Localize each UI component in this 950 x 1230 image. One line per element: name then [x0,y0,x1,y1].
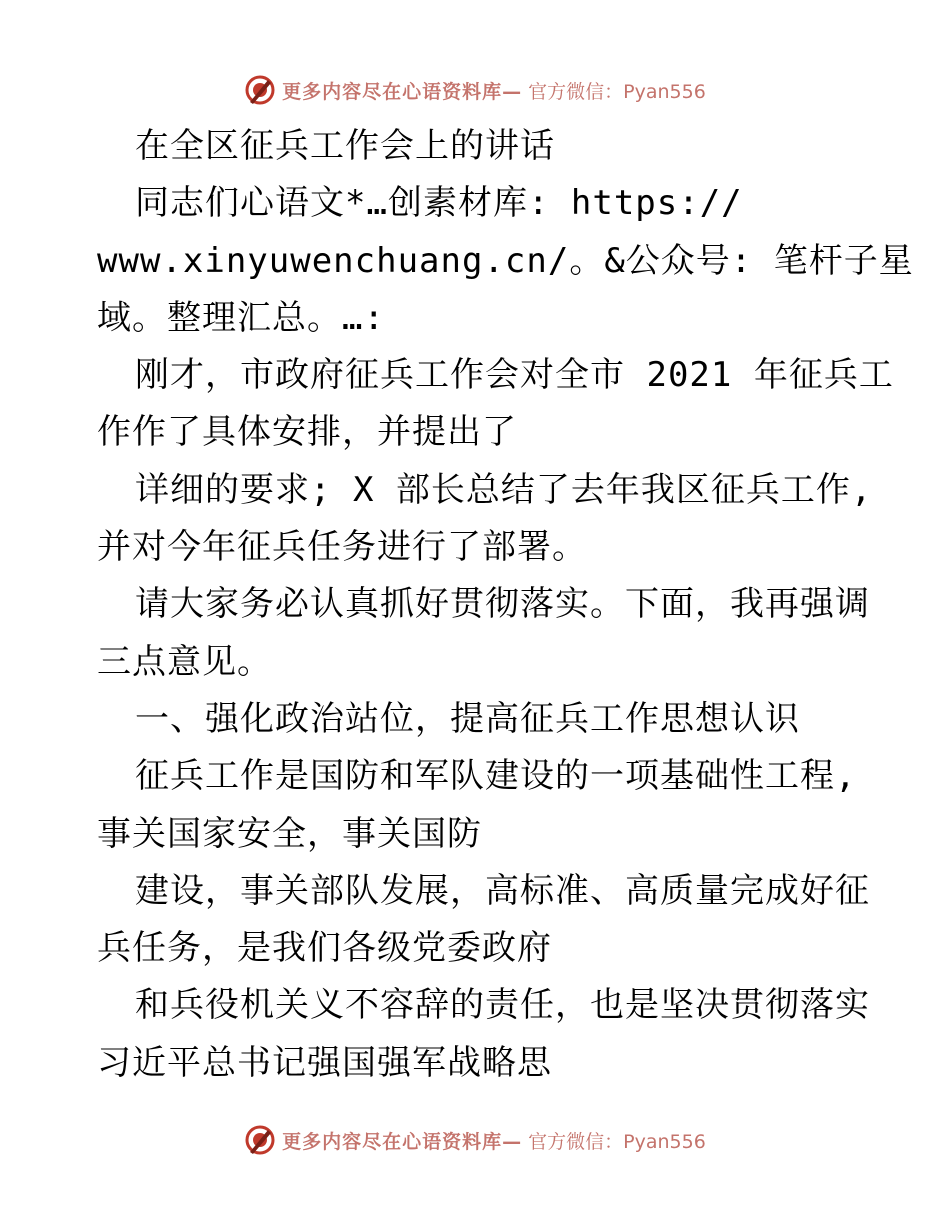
quill-seal-icon [244,1124,276,1156]
document-title: 在全区征兵工作会上的讲话 [135,126,555,166]
header-banner [0,70,950,110]
body-line: www.xinyuwenchuang.cn/。&公众号: 笔杆子星 [97,240,914,281]
body-line: 同志们心语文*…创素材库: https:// [135,183,743,224]
body-line: 详细的要求; X 部长总结了去年我区征兵工作, [135,469,873,510]
footer-banner-contact: 官方微信：Pyan556 [528,1130,706,1153]
body-line: 建设，事关部队发展，高标准、高质量完成好征 [135,870,870,911]
body-line: 习近平总书记强国强军战略思 [97,1042,552,1083]
quill-seal-icon [244,74,276,106]
body-line: 作作了具体安排，并提出了 [97,412,517,453]
footer-banner-text: 更多内容尽在心语资料库— [282,1130,523,1153]
body-line: 和兵役机关义不容辞的责任，也是坚决贯彻落实 [135,985,870,1026]
body-line: 请大家务必认真抓好贯彻落实。下面，我再强调 [135,584,870,625]
section-heading: 一、强化政治站位，提高征兵工作思想认识 [135,698,800,739]
footer-banner [0,1120,950,1160]
body-line: 事关国家安全，事关国防 [97,813,482,854]
body-line: 刚才，市政府征兵工作会对全市 2021 年征兵工 [135,355,894,396]
body-line: 征兵工作是国防和军队建设的一项基础性工程, [135,756,857,797]
body-line: 并对今年征兵任务进行了部署。 [97,527,587,568]
body-line: 域。整理汇总。…: [97,297,385,338]
header-banner-contact: 官方微信：Pyan556 [528,80,706,103]
document-body [97,118,914,1092]
header-banner-text: 更多内容尽在心语资料库— [282,80,523,103]
body-line: 兵任务，是我们各级党委政府 [97,928,552,969]
body-line: 三点意见。 [97,641,272,682]
